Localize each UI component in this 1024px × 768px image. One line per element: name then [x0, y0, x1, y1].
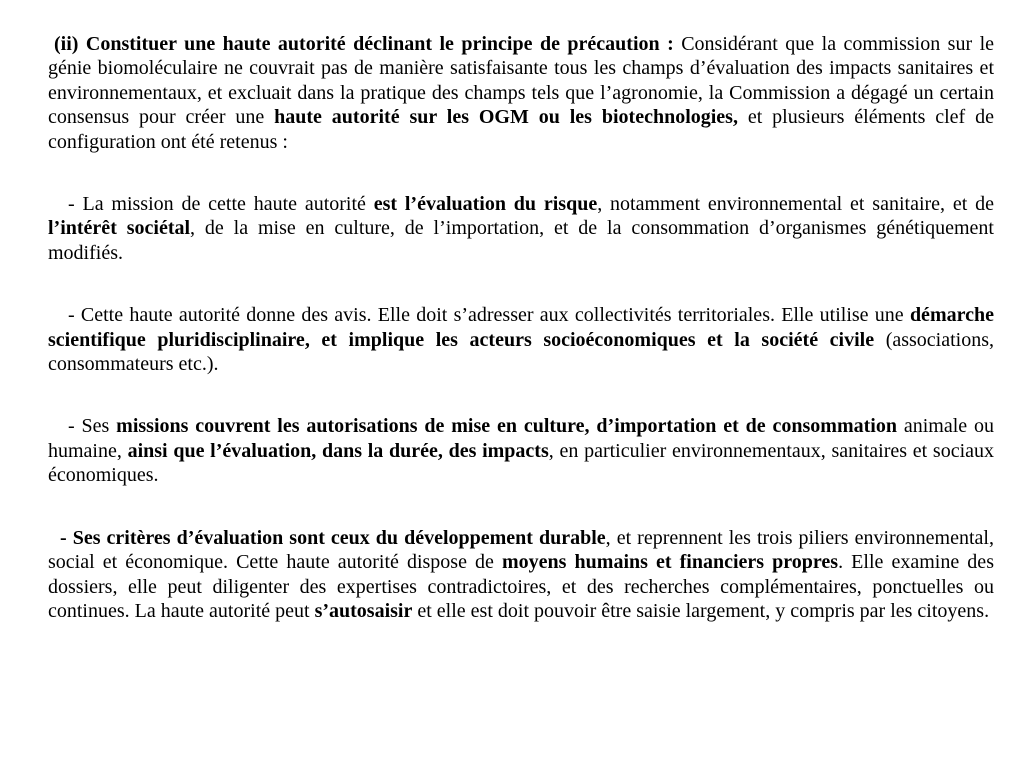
text-segment: . Elle examine des dossiers, elle peut diligenter des expertises contradictoires, et des recherches complémentaires, ponctuelles ou continues. La haute autorité peut: [48, 551, 994, 622]
text-segment-bold: ainsi que l’évaluation, dans la durée, des impacts: [127, 439, 549, 462]
text-segment-bold: est l’évaluation du risque: [373, 193, 598, 216]
text-segment-bold: l’intérêt sociétal: [48, 217, 191, 240]
paragraph-avis: [48, 303, 994, 376]
text-segment: , et reprennent les trois piliers environnemental, social et économique. Cette haute autorité dispose de: [48, 526, 994, 574]
text-segment-bold: haute autorité sur les OGM ou les biotechnologies,: [274, 106, 738, 129]
text-segment: , en particulier environnementaux, sanitaires et sociaux économiques.: [48, 439, 994, 487]
text-segment: (associations, consommateurs etc.).: [48, 328, 995, 376]
paragraph-criteres: [48, 526, 994, 624]
text-segment-bold: démarche scientifique pluridisciplinaire, et implique les acteurs socioéconomiques et la société civile: [48, 304, 994, 351]
paragraph-missions: [48, 414, 994, 487]
text-segment: et plusieurs éléments clef de configuration ont été retenus :: [48, 106, 994, 153]
text-segment: - La mission de cette haute autorité: [68, 193, 374, 216]
text-segment: - Ses: [68, 415, 117, 438]
text-segment-bold: - Ses critères d’évaluation sont ceux du développement durable: [60, 526, 606, 549]
text-segment-bold: s’autosaisir: [314, 599, 413, 622]
section-heading: (ii) Constituer une haute autorité déclinant le principe de précaution :: [54, 33, 682, 55]
text-segment: , de la mise en culture, de l’importation, et de la consommation d’organismes génétiquement modifiés.: [48, 217, 994, 264]
text-segment: et elle est doit pouvoir être saisie largement, y compris par les citoyens.: [412, 599, 990, 622]
text-segment-bold: missions couvrent les autorisations de mise en culture, d’importation et de consommation: [116, 415, 897, 438]
paragraph-mission: [48, 192, 994, 265]
paragraph-haute-autorite-intro: [48, 32, 994, 154]
document-page: [48, 32, 994, 623]
text-segment: animale ou humaine,: [48, 415, 994, 462]
text-segment: , notamment environnemental et sanitaire, et de: [597, 193, 994, 216]
text-segment: - Cette haute autorité donne des avis. Elle doit s’adresser aux collectivités territoriales. Elle utilise une: [68, 304, 910, 327]
text-segment-bold: moyens humains et financiers propres: [502, 551, 839, 574]
text-segment: Considérant que la commission sur le génie biomoléculaire ne couvrait pas de manière satisfaisante tous les champs d’évaluation des impacts sanitaires et environnementaux, et excluait dans la pratique des champs tels que l’agronomie, la Commission a dégagé un certain consensus pour créer une: [48, 33, 995, 129]
